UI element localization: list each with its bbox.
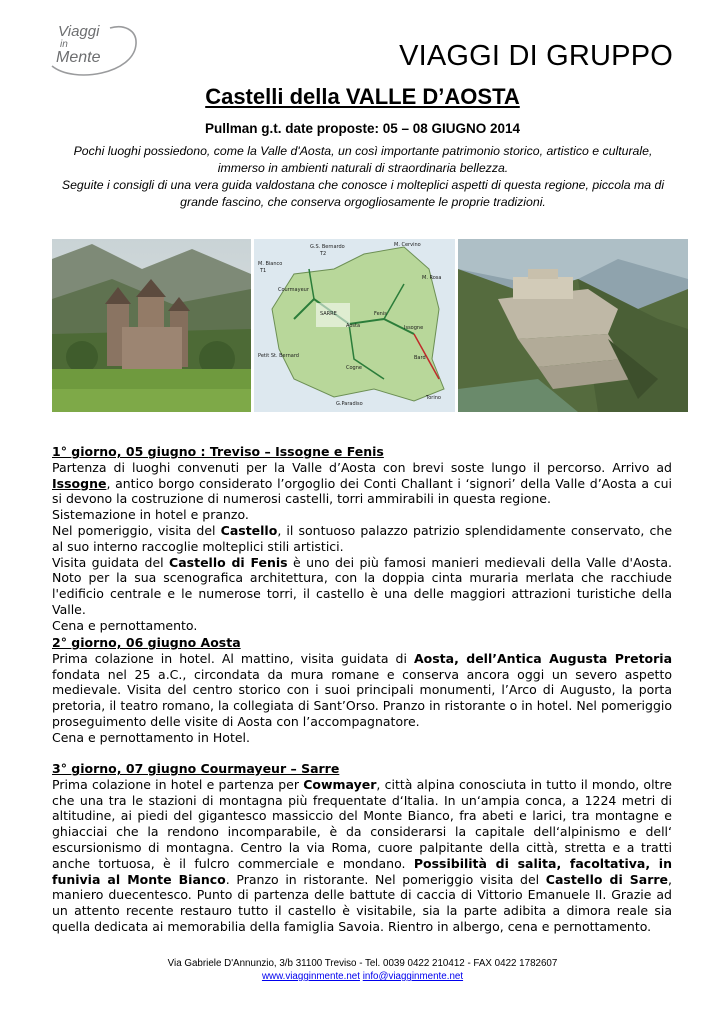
page-title: Castelli della VALLE D’AOSTA <box>205 84 520 109</box>
map-label: Aosta <box>346 323 361 329</box>
map-label: Issogne <box>404 325 424 331</box>
map-label: Petit St. Bernard <box>258 353 299 359</box>
bard-fortress-photo <box>458 239 688 412</box>
day-2-text: fondata nel 25 a.C., circondata da mura romane e conserva ancora oggi un severo aspetto medievale. Visita del centro storico con i suoi principali monumenti, l’Arco di Augusto, la porta pretoria, il teatro romano, la collegiata di Sant’Orso. Pranzo in ristorante o in hotel. Nel pomeriggio proseguimento delle visite di Aosta con l’accompagnatore. <box>52 666 672 729</box>
day-3-highlight: Cowmayer <box>303 776 377 792</box>
day-1-text: Visita guidata del <box>52 554 170 570</box>
day-2-text: Prima colazione in hotel. Al mattino, visita guidata di <box>52 650 414 666</box>
day-1-section <box>52 444 672 634</box>
intro-paragraph-2: Seguite i consigli di una vera guida valdostana che conosce i molteplici aspetti di questa regione, piccola ma di grande fascino, che conserva orgogliosamente le proprie tradizioni. <box>61 178 665 209</box>
map-label: Courmayeur <box>278 287 309 293</box>
day-3-text: Prima colazione in hotel e partenza per <box>52 776 304 792</box>
photo-strip <box>52 239 688 412</box>
day-3-text: , maniero duecentesco. Punto di partenza delle battute di caccia di Vittorio Emanuele II. Grazie ad un attento recente restauro tutto il castello è visitabile, sia la parte adibita a dimora reale sia quella dedicata ai memorabilia della famiglia Savoia. Rientro in albergo, cena e pernottamento. <box>52 871 673 934</box>
logo-text-line2: in <box>60 39 68 50</box>
map-label: M. Cervino <box>394 242 421 248</box>
map-label: Fenis <box>374 311 387 317</box>
map-label: M. Bianco <box>258 261 283 267</box>
header-title: VIAGGI DI GRUPPO <box>399 40 673 72</box>
email-link[interactable]: info@viagginmente.net <box>362 971 464 982</box>
valle-aosta-map <box>254 239 455 412</box>
footer-address: Via Gabriele D'Annunzio, 3/b 31100 Treviso - Tel. 0039 0422 210412 - FAX 0422 1782607 <box>167 958 558 969</box>
day-3-text: , città alpina conosciuta in tutto il mondo, oltre che una tra le stazioni di montagna più frequentate d‘Italia. In un‘ampia conca, a 1224 metri di altitudine, ai piedi del gigantesco massiccio del Monte Bianco, fra abeti e larici, tra montagne e ghiacciai che la rendono incomparabile, è da considerarsi la capitale dell‘alpinismo e dell‘ escursionismo di montagna. Centro la via Roma, cuore palpitante della città, stretta e a tratti anche tortuosa, è il fulcro commerciale e mondano. <box>52 776 672 871</box>
day-2-paragraph-2: Cena e pernottamento in Hotel. <box>52 729 250 745</box>
map-label: Cogne <box>346 365 362 371</box>
page-subtitle: Pullman g.t. date proposte: 05 – 08 GIUGNO 2014 <box>204 121 521 136</box>
logo-text-line1: Viaggi <box>58 23 100 40</box>
day-2-section <box>52 635 672 746</box>
map-label: G.Paradiso <box>336 401 363 407</box>
day-1-paragraph-2: Sistemazione in hotel e pranzo. <box>52 507 249 523</box>
day-1-text: Nel pomeriggio, visita del <box>52 522 221 538</box>
map-label: Torino <box>426 395 441 401</box>
day-3-highlight: Castello di Sarre <box>545 871 669 887</box>
day-1-text: , antico borgo considerato l’orgoglio dei Conti Challant i ‘signori’ della Valle d’Aosta a cui si devono la costruzione di numerosi castelli, torri ammirabili in questa regione. <box>52 475 672 507</box>
day-2-paragraph-1 <box>52 651 672 730</box>
map-label: Bard <box>414 355 426 361</box>
day-1-highlight: Castello <box>220 522 278 538</box>
map-label: T1 <box>260 268 267 274</box>
day-2-highlight: Aosta, dell’Antica Augusta Pretoria <box>413 650 673 666</box>
day-3-section <box>52 761 672 935</box>
day-1-paragraph-3 <box>52 523 672 555</box>
viaggi-in-mente-logo <box>44 22 144 78</box>
day-3-text: . Pranzo in ristorante. Nel pomeriggio visita del <box>225 871 546 887</box>
footer-links <box>0 970 725 983</box>
logo-text-line3: Mente <box>56 49 101 66</box>
day-1-paragraph-5: Cena e pernottamento. <box>52 617 198 633</box>
day-3-highlight: Possibilità di salita, facoltativa, in funivia al Monte Bianco <box>52 855 672 887</box>
website-link[interactable]: www.viagginmente.net <box>261 971 360 982</box>
day-1-highlight: Castello di Fenis <box>169 554 288 570</box>
intro-paragraph-1: Pochi luoghi possiedono, come la Valle d'Aosta, un così importante patrimonio storico, artistico e culturale, immerso in ambienti naturali di straordinaria bellezza. <box>73 144 653 175</box>
map-label: G.S. Bernardo <box>310 244 345 250</box>
day-1-text: , il sontuoso palazzo patrizio splendidamente conservato, che al suo interno raccoglie molteplici stili artistici. <box>52 522 673 554</box>
intro-text <box>58 143 668 211</box>
map-label: M. Rosa <box>422 275 442 281</box>
day-3-paragraph-1 <box>52 777 672 935</box>
day-3-title: 3° giorno, 07 giugno Courmayeur – Sarre <box>52 761 340 776</box>
day-1-text: Partenza di luoghi convenuti per la Valle d’Aosta con brevi soste lungo il percorso. Arrivo ad <box>52 459 672 475</box>
day-1-paragraph-4 <box>52 555 672 618</box>
day-2-title: 2° giorno, 06 giugno Aosta <box>52 635 241 650</box>
footer <box>0 957 725 983</box>
fenis-castle-photo <box>52 239 251 412</box>
day-1-paragraph-1 <box>52 460 672 507</box>
day-1-text: è uno dei più famosi manieri medievali della Valle d'Aosta. Noto per la sua scenografica architettura, con la doppia cinta muraria merlata che racchiude l'edificio centrale e le numerose torri, il castello è una delle maggiori attrazioni turistiche della Valle. <box>52 554 672 617</box>
day-1-title: 1° giorno, 05 giugno : Treviso – Issogne e Fenis <box>52 444 384 459</box>
day-1-highlight: Issogne <box>52 475 107 491</box>
map-label: SARRE <box>320 311 337 317</box>
map-label: T2 <box>320 251 327 257</box>
